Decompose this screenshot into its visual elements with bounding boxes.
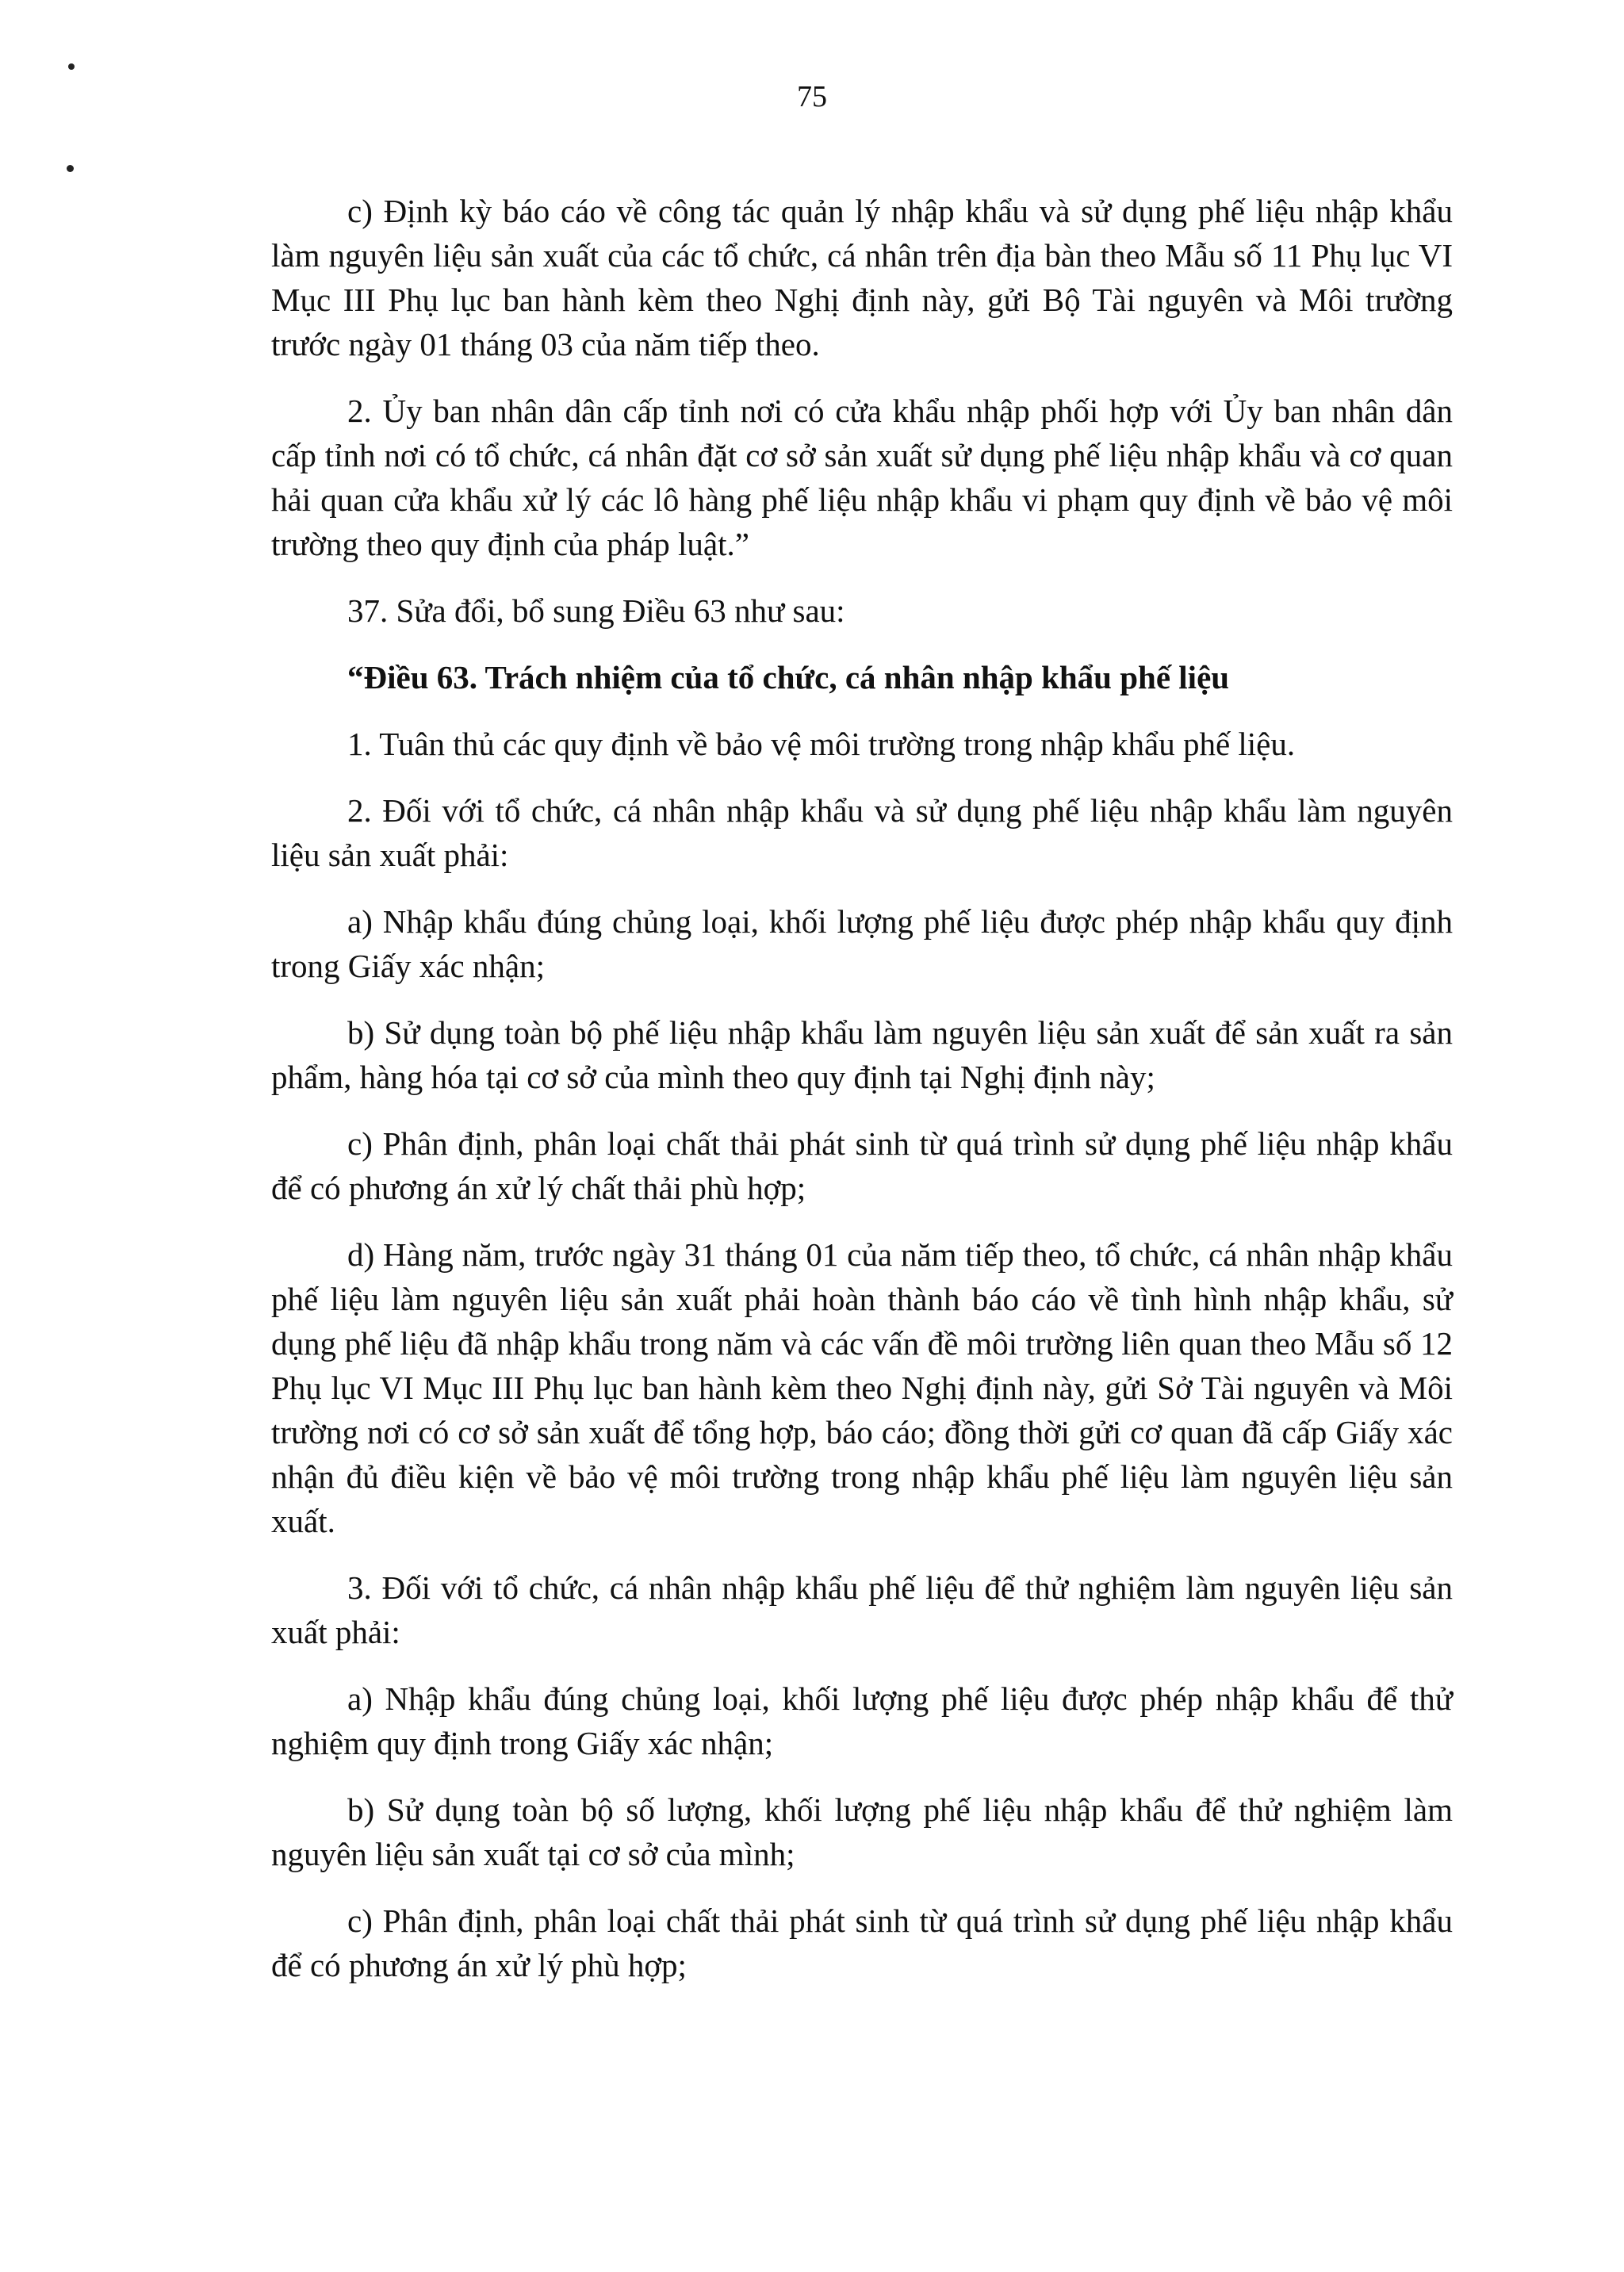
- paragraph-2-provincial-coordination: 2. Ủy ban nhân dân cấp tỉnh nơi có cửa khẩu nhập phối hợp với Ủy ban nhân dân cấp tỉnh nơi có tổ chức, cá nhân đặt cơ sở sản xuất sử dụng phế liệu nhập khẩu và cơ quan hải quan cửa khẩu xử lý các lô hàng phế liệu nhập khẩu vi phạm quy định về bảo vệ môi trường theo quy định của pháp luật.”: [271, 393, 1453, 562]
- page-number: 75: [797, 80, 827, 113]
- paragraph-1-compliance: 1. Tuân thủ các quy định về bảo vệ môi trường trong nhập khẩu phế liệu.: [347, 726, 1296, 762]
- paragraph-3-testing-importers: 3. Đối với tổ chức, cá nhân nhập khẩu phế liệu để thử nghiệm làm nguyên liệu sản xuất phải:: [271, 1569, 1453, 1650]
- paragraph-2d: d) Hàng năm, trước ngày 31 tháng 01 của năm tiếp theo, tổ chức, cá nhân nhập khẩu phế liệu làm nguyên liệu sản xuất phải hoàn thành báo cáo về tình hình nhập khẩu, sử dụng phế liệu đã nhập khẩu trong năm và các vấn đề môi trường liên quan theo Mẫu số 12 Phụ lục VI Mục III Phụ lục ban hành kèm theo Nghị định này, gửi Sở Tài nguyên và Môi trường nơi có cơ sở sản xuất để tổng hợp, báo cáo; đồng thời gửi cơ quan đã cấp Giấy xác nhận đủ điều kiện về bảo vệ môi trường trong nhập khẩu phế liệu làm nguyên liệu sản xuất.: [271, 1236, 1453, 1539]
- paragraph-c-report: c) Định kỳ báo cáo về công tác quản lý nhập khẩu và sử dụng phế liệu nhập khẩu làm nguyên liệu sản xuất của các tổ chức, cá nhân trên địa bàn theo Mẫu số 11 Phụ lục VI Mục III Phụ lục ban hành kèm theo Nghị định này, gửi Bộ Tài nguyên và Môi trường trước ngày 01 tháng 03 của năm tiếp theo.: [271, 193, 1453, 362]
- article-63-heading: “Điều 63. Trách nhiệm của tổ chức, cá nhân nhập khẩu phế liệu: [347, 659, 1230, 695]
- paragraph-37-amendment: 37. Sửa đổi, bổ sung Điều 63 như sau:: [347, 592, 845, 629]
- scan-speck: [68, 63, 75, 70]
- scan-speck: [67, 165, 74, 172]
- paragraph-3c: c) Phân định, phân loại chất thải phát sinh từ quá trình sử dụng phế liệu nhập khẩu để có phương án xử lý phù hợp;: [271, 1902, 1453, 1983]
- document-body: [271, 189, 1453, 2010]
- paragraph-3b: b) Sử dụng toàn bộ số lượng, khối lượng phế liệu nhập khẩu để thử nghiệm làm nguyên liệu sản xuất tại cơ sở của mình;: [271, 1791, 1453, 1872]
- paragraph-2c: c) Phân định, phân loại chất thải phát sinh từ quá trình sử dụng phế liệu nhập khẩu để có phương án xử lý chất thải phù hợp;: [271, 1125, 1453, 1206]
- paragraph-2-importers: 2. Đối với tổ chức, cá nhân nhập khẩu và sử dụng phế liệu nhập khẩu làm nguyên liệu sản xuất phải:: [271, 792, 1453, 873]
- paragraph-3a: a) Nhập khẩu đúng chủng loại, khối lượng phế liệu được phép nhập khẩu để thử nghiệm quy định trong Giấy xác nhận;: [271, 1680, 1453, 1761]
- paragraph-2a: a) Nhập khẩu đúng chủng loại, khối lượng phế liệu được phép nhập khẩu quy định trong Giấy xác nhận;: [271, 903, 1453, 984]
- paragraph-2b: b) Sử dụng toàn bộ phế liệu nhập khẩu làm nguyên liệu sản xuất để sản xuất ra sản phẩm, hàng hóa tại cơ sở của mình theo quy định tại Nghị định này;: [271, 1014, 1453, 1095]
